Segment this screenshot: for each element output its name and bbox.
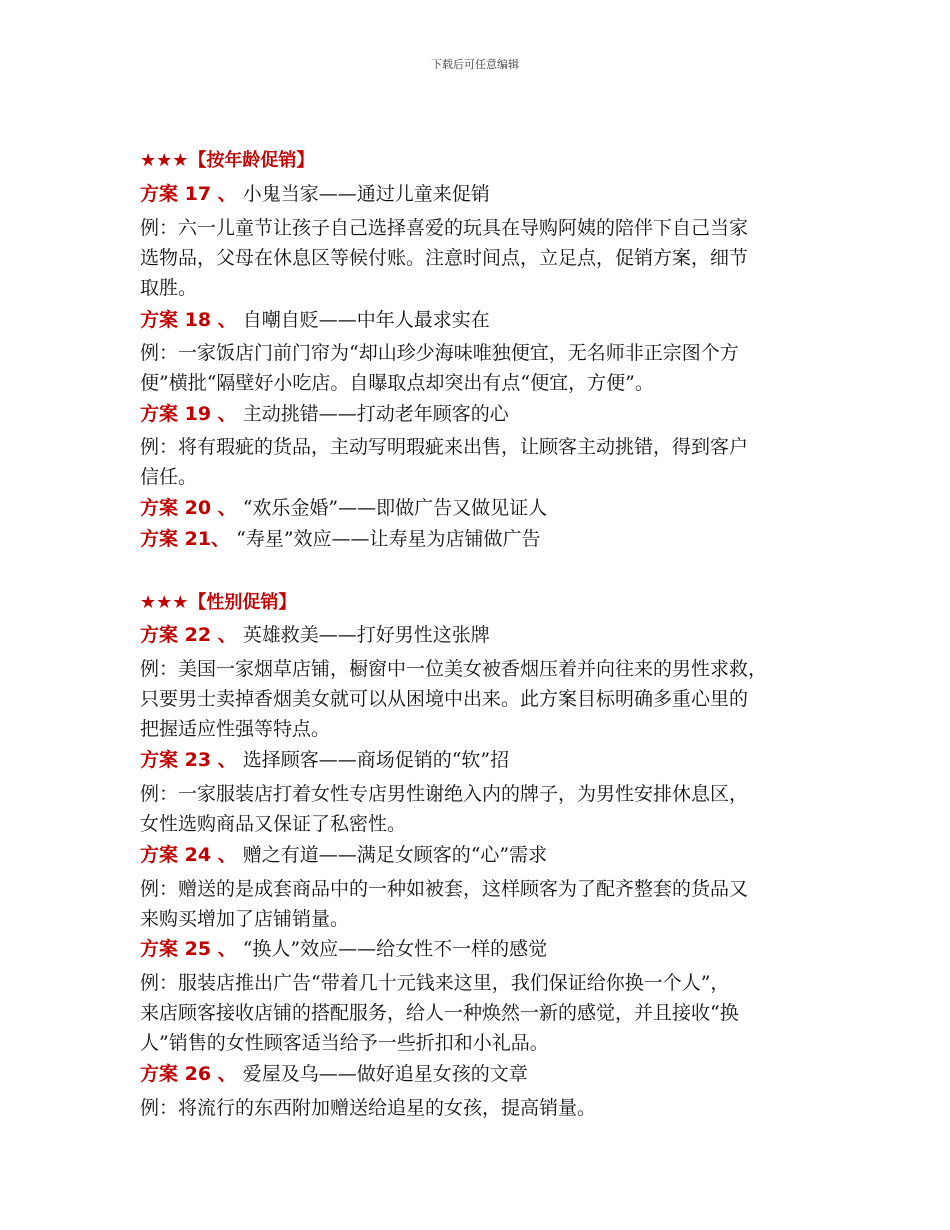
plan-label: 方案 22 、 xyxy=(140,624,237,646)
plan-22-example-line: 例：美国一家烟草店铺，橱窗中一位美女被香烟压着并向往来的男性求救， xyxy=(140,658,768,680)
section-title-gender: ★★★【性别促销】 xyxy=(140,592,297,613)
plan-17-example-line: 取胜。 xyxy=(140,277,198,299)
plan-label: 方案 26 、 xyxy=(140,1063,237,1085)
plan-headline: 主动挑错——打动老年顾客的心 xyxy=(242,403,509,425)
plan-headline: 爱屋及乌——做好追星女孩的文章 xyxy=(242,1063,528,1085)
plan-17-example-line: 例：六一儿童节让孩子自己选择喜爱的玩具在导购阿姨的陪伴下自己当家 xyxy=(140,217,749,239)
plan-24-heading xyxy=(140,842,547,868)
plan-label: 方案 24 、 xyxy=(140,844,237,866)
page-header: 下载后可任意编辑 xyxy=(431,58,519,71)
plan-headline: 英雄救美——打好男性这张牌 xyxy=(242,624,490,646)
plan-headline: 选择顾客——商场促销的“软”招 xyxy=(242,749,510,771)
plan-24-example-line: 例：赠送的是成套商品中的一种如被套，这样顾客为了配齐整套的货品又 xyxy=(140,878,749,900)
plan-22-example-line: 把握适应性强等特点。 xyxy=(140,718,331,740)
plan-19-example-line: 例：将有瑕疵的货品，主动写明瑕疵来出售，让顾客主动挑错，得到客户 xyxy=(140,436,749,458)
plan-20-heading xyxy=(140,495,547,521)
plan-17-example-line: 选物品，父母在休息区等候付账。注意时间点，立足点，促销方案，细节 xyxy=(140,247,749,269)
plan-23-example-line: 女性选购商品又保证了私密性。 xyxy=(140,813,407,835)
plan-18-example-line: 例：一家饭店门前门帘为“却山珍少海味唯独便宜，无名师非正宗图个方 xyxy=(140,342,739,364)
plan-23-heading xyxy=(140,747,509,773)
plan-25-heading xyxy=(140,936,547,962)
plan-22-heading xyxy=(140,622,490,648)
plan-24-example-line: 来购买增加了店铺销量。 xyxy=(140,908,350,930)
plan-19-heading xyxy=(140,401,509,427)
plan-headline: 赠之有道——满足女顾客的“心”需求 xyxy=(242,844,548,866)
plan-26-heading xyxy=(140,1061,528,1087)
plan-label: 方案 25 、 xyxy=(140,938,237,960)
section-title-age: ★★★【按年龄促销】 xyxy=(140,150,315,171)
plan-label: 方案 20 、 xyxy=(140,497,237,519)
plan-25-example-line: 人”销售的女性顾客适当给予一些折扣和小礼品。 xyxy=(140,1032,549,1054)
plan-headline: “欢乐金婚”——即做广告又做见证人 xyxy=(242,497,548,519)
plan-26-example-line: 例：将流行的东西附加赠送给追星的女孩，提高销量。 xyxy=(140,1097,597,1119)
plan-headline: 自嘲自贬——中年人最求实在 xyxy=(242,309,490,331)
plan-label: 方案 18 、 xyxy=(140,309,237,331)
plan-label: 方案 19 、 xyxy=(140,403,237,425)
plan-headline: “寿星”效应——让寿星为店铺做广告 xyxy=(236,528,541,550)
plan-label: 方案 17 、 xyxy=(140,183,237,205)
plan-headline: 小鬼当家——通过儿童来促销 xyxy=(242,183,490,205)
plan-label: 方案 21、 xyxy=(140,528,231,550)
plan-25-example-line: 来店顾客接收店铺的搭配服务，给人一种焕然一新的感觉，并且接收“换 xyxy=(140,1002,739,1024)
plan-19-example-line: 信任。 xyxy=(140,466,198,488)
plan-22-example-line: 只要男士卖掉香烟美女就可以从困境中出来。此方案目标明确多重心里的 xyxy=(140,688,749,710)
plan-25-example-line: 例：服装店推出广告“带着几十元钱来这里，我们保证给你换一个人”， xyxy=(140,972,730,994)
plan-17-heading xyxy=(140,181,490,207)
plan-23-example-line: 例：一家服装店打着女性专店男性谢绝入内的牌子，为男性安排休息区， xyxy=(140,783,749,805)
plan-headline: “换人”效应——给女性不一样的感觉 xyxy=(242,938,548,960)
plan-18-heading xyxy=(140,307,490,333)
plan-18-example-line: 便”横批“隔壁好小吃店。自曝取点却突出有点“便宜，方便”。 xyxy=(140,372,654,394)
plan-21-heading xyxy=(140,526,541,552)
plan-label: 方案 23 、 xyxy=(140,749,237,771)
